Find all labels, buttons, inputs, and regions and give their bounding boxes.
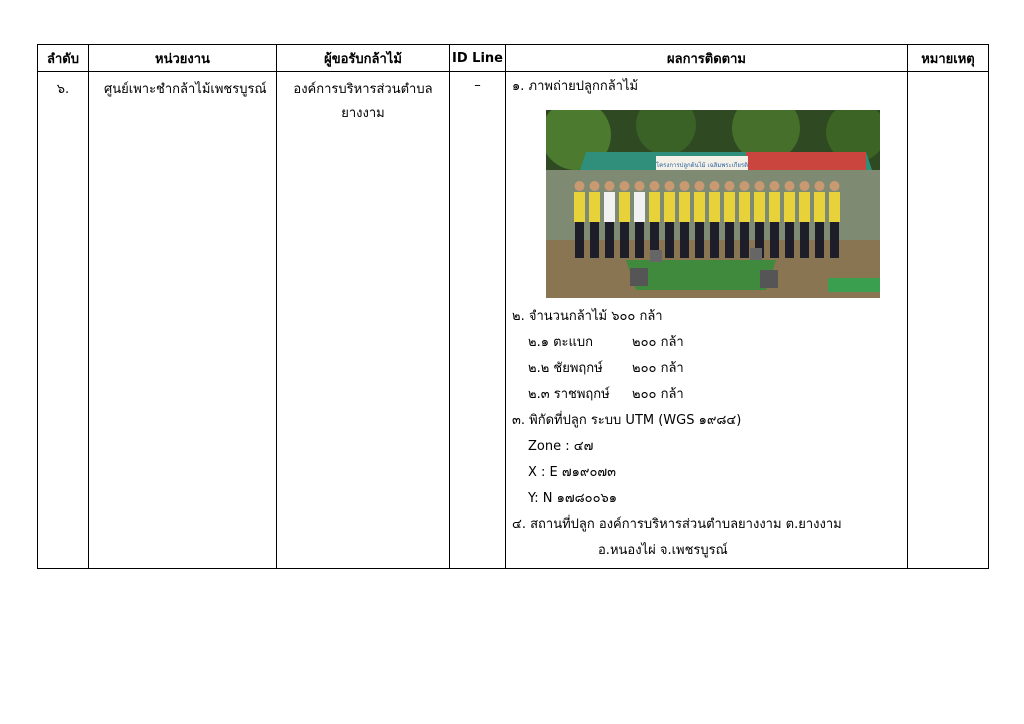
person-head: [830, 181, 840, 191]
person-head: [755, 181, 765, 191]
header-id-line: ID Line: [450, 45, 506, 72]
person-body: [649, 192, 660, 222]
header-unit: หน่วยงาน: [89, 45, 277, 72]
person-head: [800, 181, 810, 191]
coord-y: Y: N ๑๗๘๐๐๖๑: [528, 491, 618, 506]
person-legs: [635, 222, 644, 258]
person-body: [739, 192, 750, 222]
person-legs: [605, 222, 614, 258]
person-body: [724, 192, 735, 222]
header-note: หมายเหตุ: [908, 45, 989, 72]
photo-heading: ๑. ภาพถ่ายปลูกกล้าไม้: [512, 79, 639, 94]
person-body: [619, 192, 630, 222]
banner-text: โครงการปลูกต้นไม้ เฉลิมพระเกียรติ: [655, 162, 749, 169]
person-head: [725, 181, 735, 191]
person-legs: [710, 222, 719, 258]
count-heading: ๒. จำนวนกล้าไม้ ๖๐๐ กล้า: [512, 309, 663, 324]
person-body: [829, 192, 840, 222]
header-result: ผลการติดตาม: [506, 45, 908, 72]
person-head: [815, 181, 825, 191]
person-legs: [815, 222, 824, 258]
person-body: [709, 192, 720, 222]
person-body: [769, 192, 780, 222]
coord-x: X : E ๗๑๙๐๗๓: [528, 465, 617, 480]
row-note: [908, 72, 989, 569]
requester-line-2: ยางงาม: [341, 106, 385, 121]
seedling-item: [512, 334, 907, 360]
requester-line-1: องค์การบริหารส่วนตำบล: [293, 82, 433, 97]
person-head: [590, 181, 600, 191]
person-legs: [785, 222, 794, 258]
person-legs: [725, 222, 734, 258]
person-head: [680, 181, 690, 191]
header-requester: ผู้ขอรับกล้าไม้: [277, 45, 450, 72]
seedling-name: ๒.๓ ราชพฤกษ์: [528, 387, 610, 402]
planting-photo-illustration: [546, 110, 880, 298]
planting-photo: [546, 110, 880, 298]
header-no: ลำดับ: [38, 45, 89, 72]
place-line-1: ๔. สถานที่ปลูก องค์การบริหารส่วนตำบลยางงาม ต.ยางงาม: [512, 517, 842, 532]
coord-zone: Zone : ๔๗: [528, 439, 594, 454]
seedling-name: ๒.๑ ตะแบก: [528, 335, 594, 350]
seedling-name: ๒.๒ ชัยพฤกษ์: [528, 361, 603, 376]
row-requester: [277, 72, 450, 569]
person-head: [710, 181, 720, 191]
person-head: [665, 181, 675, 191]
person-head: [635, 181, 645, 191]
seedling-qty: ๒๐๐ กล้า: [632, 387, 684, 402]
person-legs: [830, 222, 839, 258]
person-legs: [680, 222, 689, 258]
person-legs: [800, 222, 809, 258]
person-head: [695, 181, 705, 191]
header-row: [38, 45, 989, 72]
row-id-line: –: [450, 72, 506, 569]
table-row: [38, 72, 989, 569]
person-legs: [695, 222, 704, 258]
person-body: [634, 192, 645, 222]
person-head: [740, 181, 750, 191]
person-legs: [740, 222, 749, 258]
row-no: ๖.: [38, 72, 89, 569]
person-body: [574, 192, 585, 222]
person-body: [664, 192, 675, 222]
person-head: [785, 181, 795, 191]
person-head: [620, 181, 630, 191]
coord-heading: ๓. พิกัดที่ปลูก ระบบ UTM (WGS ๑๙๘๔): [512, 413, 742, 428]
person-head: [650, 181, 660, 191]
seedling-qty: ๒๐๐ กล้า: [632, 361, 684, 376]
person-legs: [590, 222, 599, 258]
person-body: [694, 192, 705, 222]
person-body: [799, 192, 810, 222]
seedling-qty: ๒๐๐ กล้า: [632, 335, 684, 350]
person-body: [784, 192, 795, 222]
person-head: [770, 181, 780, 191]
person-head: [605, 181, 615, 191]
person-body: [679, 192, 690, 222]
person-legs: [770, 222, 779, 258]
row-result: [506, 72, 908, 569]
person-body: [754, 192, 765, 222]
person-legs: [665, 222, 674, 258]
seedling-item: [512, 386, 907, 412]
person-body: [814, 192, 825, 222]
person-body: [589, 192, 600, 222]
person-legs: [620, 222, 629, 258]
person-body: [604, 192, 615, 222]
person-legs: [575, 222, 584, 258]
follow-up-table: [37, 44, 989, 569]
row-unit: ศูนย์เพาะชำกล้าไม้เพชรบูรณ์: [89, 72, 277, 569]
place-line-2: อ.หนองไผ่ จ.เพชรบูรณ์: [598, 543, 728, 558]
seedling-item: [512, 360, 907, 386]
person-head: [575, 181, 585, 191]
